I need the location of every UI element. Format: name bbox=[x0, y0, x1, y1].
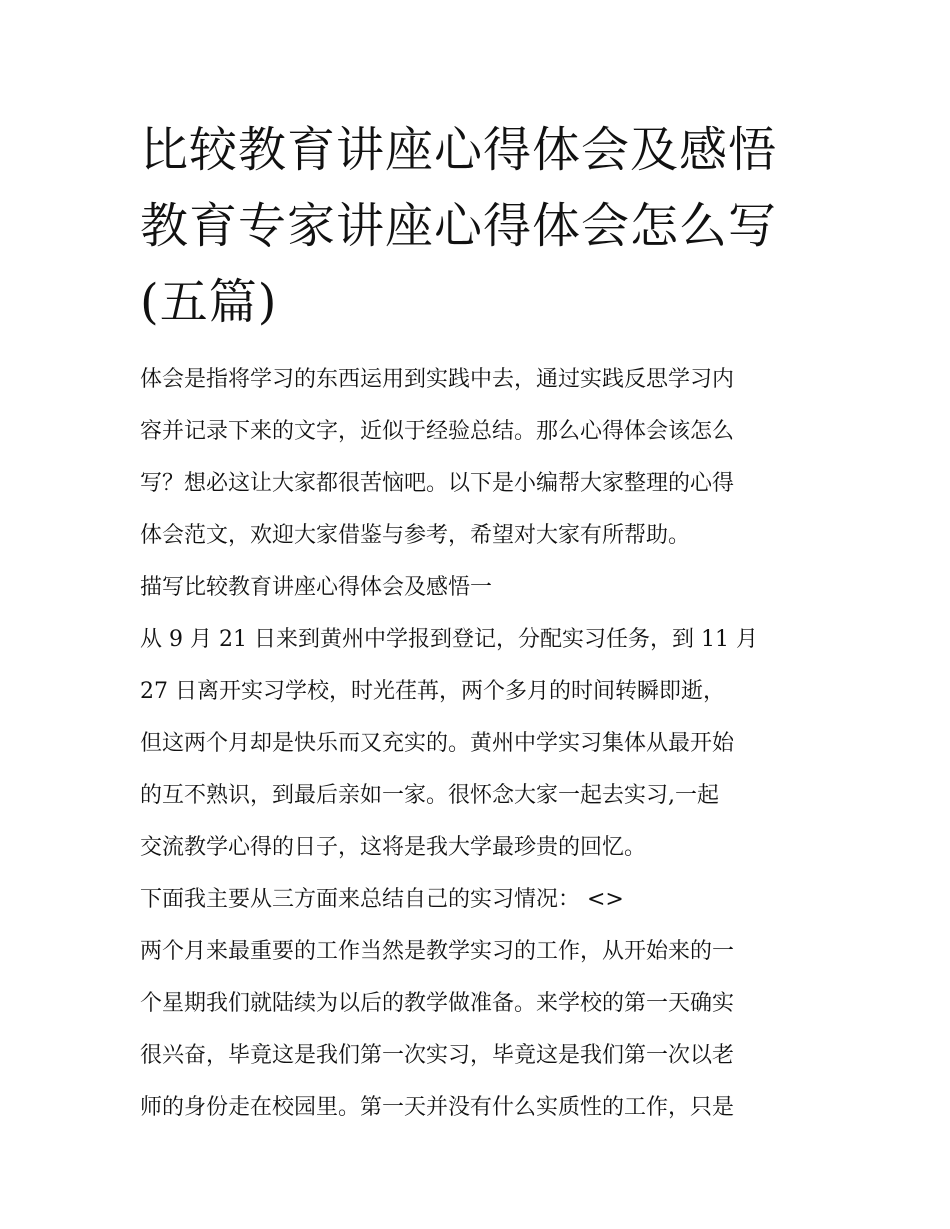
body-line: 师的身份走在校园里。第一天并没有什么实质性的工作，只是 bbox=[140, 1095, 735, 1120]
body-line: 体会是指将学习的东西运用到实践中去，通过实践反思学习内 bbox=[140, 367, 735, 392]
body-line: 容并记录下来的文字，近似于经验总结。那么心得体会该怎么 bbox=[140, 419, 735, 444]
body-line: 体会范文，欢迎大家借鉴与参考，希望对大家有所帮助。 bbox=[140, 523, 691, 548]
body-line: 交流教学心得的日子，这将是我大学最珍贵的回忆。 bbox=[140, 835, 647, 860]
title-line: 比较教育讲座心得体会及感悟 bbox=[140, 122, 778, 178]
title-line: (五篇) bbox=[140, 274, 278, 330]
document-body bbox=[140, 354, 830, 1134]
section-heading: 描写比较教育讲座心得体会及感悟一 bbox=[140, 575, 493, 600]
body-line: 27 日离开实习学校，时光荏苒，两个多月的时间转瞬即逝， bbox=[140, 679, 725, 704]
title-line: 教育专家讲座心得体会怎么写 bbox=[140, 198, 778, 254]
body-line: 的互不熟识，到最后亲如一家。很怀念大家一起去实习,一起 bbox=[140, 783, 719, 808]
body-line: 很兴奋，毕竟这是我们第一次实习，毕竟这是我们第一次以老 bbox=[140, 1043, 735, 1068]
body-line: 但这两个月却是快乐而又充实的。黄州中学实习集体从最开始 bbox=[140, 731, 735, 756]
body-line: 下面我主要从三方面来总结自己的实习情况： <> bbox=[140, 887, 624, 912]
body-line: 两个月来最重要的工作当然是教学实习的工作，从开始来的一 bbox=[140, 939, 735, 964]
document-title bbox=[140, 112, 820, 340]
body-line: 个星期我们就陆续为以后的教学做准备。来学校的第一天确实 bbox=[140, 991, 735, 1016]
body-line: 从 9 月 21 日来到黄州中学报到登记，分配实习任务，到 11 月 bbox=[140, 627, 758, 652]
body-line: 写？想必这让大家都很苦恼吧。以下是小编帮大家整理的心得 bbox=[140, 471, 735, 496]
